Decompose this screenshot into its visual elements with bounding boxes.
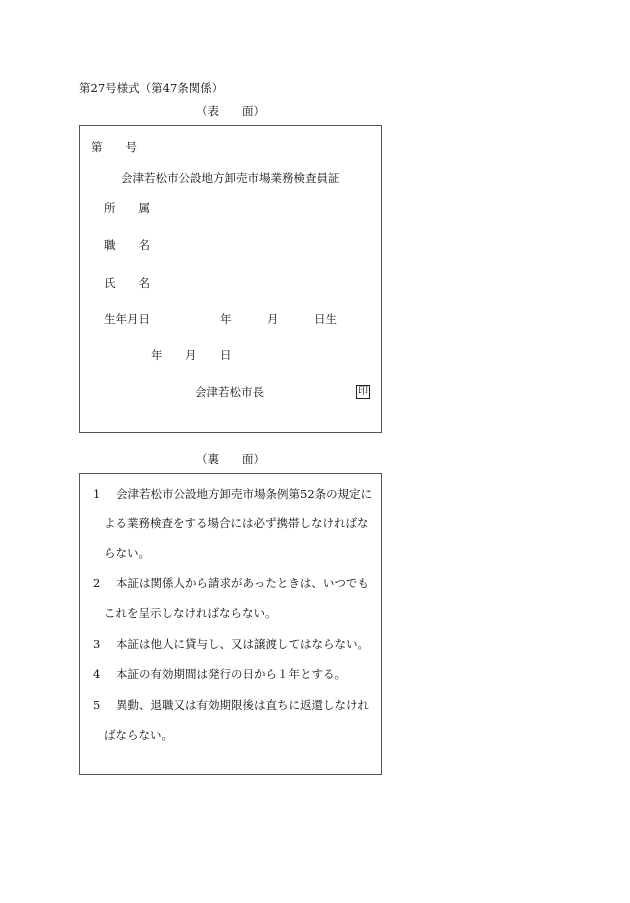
card-title: 会津若松市公設地方卸売市場業務検査員証 [121, 171, 340, 185]
issuer-name: 会津若松市長 [195, 385, 264, 399]
birth-day-suffix: 日生 [314, 312, 337, 326]
note-line: よる業務検査をする場合には必ず携帯しなければな [104, 516, 369, 530]
note-line: 異動、退職又は有効期限後は直ちに返還しなけれ [116, 698, 369, 712]
birth-month-unit: 月 [267, 312, 279, 326]
seal-stamp: 印 [358, 386, 368, 397]
note-number: 1 [93, 487, 101, 501]
note-line: ばならない。 [104, 728, 173, 742]
issue-month-unit: 月 [185, 348, 197, 362]
note-number: 4 [93, 667, 101, 681]
issue-year-unit: 年 [151, 348, 163, 362]
back-side-label: （裏 面） [196, 452, 265, 466]
birthdate-label: 生年月日 [104, 312, 150, 326]
front-side-label: （表 面） [196, 104, 265, 118]
note-number: 5 [93, 698, 101, 712]
note-line: 本証は他人に貸与し、又は譲渡してはならない。 [116, 637, 369, 651]
form-title: 第27号様式（第47条関係） [79, 81, 224, 95]
card-number-label: 第 号 [91, 140, 137, 154]
note-line: これを呈示しなければならない。 [104, 606, 277, 620]
note-number: 3 [93, 637, 101, 651]
note-line: らない。 [104, 546, 150, 560]
note-line: 本証の有効期間は発行の日から１年とする。 [116, 667, 346, 681]
note-line: 本証は関係人から請求があったときは、いつでも [116, 576, 369, 590]
name-label: 氏 名 [104, 276, 150, 290]
affiliation-label: 所 属 [104, 201, 150, 215]
birth-year-unit: 年 [220, 312, 232, 326]
position-label: 職 名 [104, 238, 150, 252]
note-number: 2 [93, 576, 101, 590]
note-line: 会津若松市公設地方卸売市場条例第52条の規定に [116, 487, 373, 501]
issue-day-unit: 日 [220, 348, 232, 362]
